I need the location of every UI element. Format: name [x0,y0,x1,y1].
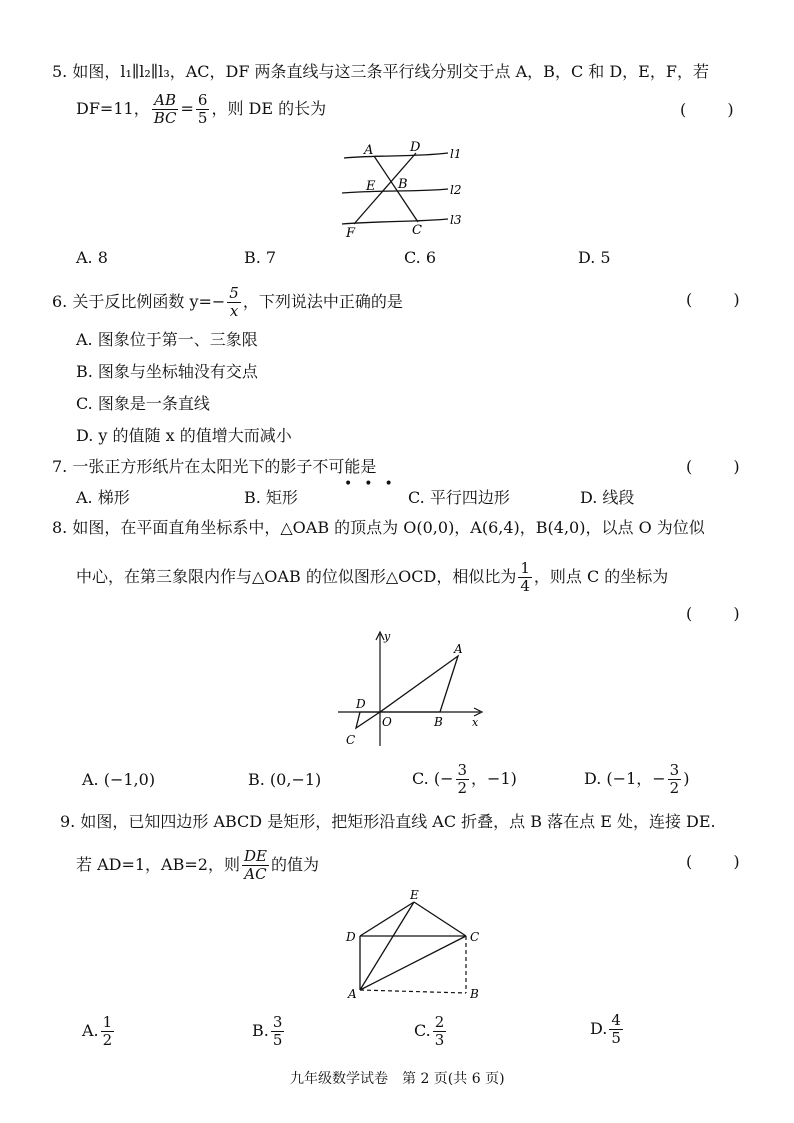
q9-option-a-num: 1 [102,1013,113,1031]
q5-stem-post: ，则 DE 的长为 [211,99,327,118]
q8-label-A: A [454,642,463,656]
q8-option-c[interactable] [412,762,517,797]
q9-option-c[interactable] [414,1014,448,1049]
q5-label-l1: l1 [450,147,462,161]
q6-stem-pre: 6. 关于反比例函数 y=− [52,292,226,311]
q8-figure [334,628,494,750]
q8-label-D: D [356,697,366,711]
q8-option-d-pre: D. (−1，− [584,769,666,788]
q5-figure [336,138,476,240]
q9-option-a-label: A. [82,1021,99,1040]
q5-value-den: 5 [197,109,208,127]
q8-option-c-post: ，−1) [471,769,517,788]
q8-option-c-den: 2 [457,779,468,797]
q5-eq: = [180,99,194,118]
q5-label-E: E [366,179,376,194]
q8-option-a[interactable]: A. (−1,0) [82,770,156,789]
page-footer: 九年级数学试卷 第 2 页(共 6 页) [290,1071,505,1087]
q9-option-b[interactable] [252,1014,286,1049]
q9-option-b-num: 3 [272,1013,283,1031]
q9-fraction [242,848,269,883]
q8-stem-pre: 中心，在第三象限内作与△OAB 的位似图形△OCD，相似比为 [76,567,517,586]
q5-label-l3: l3 [450,213,462,227]
q9-answer-paren: ( ) [686,852,758,871]
q8-ratio-fraction [518,560,532,595]
q5-label-D: D [410,140,421,155]
q8-label-x: x [472,716,479,729]
q8-stem-line1: 8. 如图，在平面直角坐标系中，△OAB 的顶点为 O(0,0)，A(6,4)，B(4,0)，以点 O 为位似 [52,518,705,537]
q9-option-c-num: 2 [434,1013,445,1031]
q9-label-A: A [348,987,357,1001]
q6-fraction [227,285,241,320]
q9-frac-den: AC [244,865,267,883]
q8-option-d-num: 3 [669,761,680,779]
q8-option-d-fraction [668,762,682,797]
q9-stem-pre: 若 AD=1，AB=2，则 [76,855,240,874]
q6-stem-post: ，下列说法中正确的是 [242,292,403,311]
q8-label-O: O [382,715,392,729]
q7-option-b[interactable]: B. 矩形 [244,488,298,507]
q9-option-c-fraction [433,1014,447,1049]
q9-option-b-den: 5 [272,1031,283,1049]
q6-option-d[interactable]: D. y 的值随 x 的值增大而减小 [76,426,292,445]
q8-option-c-fraction [456,762,470,797]
q5-label-B: B [398,177,408,192]
q6-answer-paren: ( ) [686,290,758,309]
q8-ratio-den: 4 [520,577,530,595]
q9-label-B: B [470,987,479,1001]
q5-value-num: 6 [197,91,208,109]
q9-option-b-label: B. [252,1021,269,1040]
q8-option-d-den: 2 [669,779,680,797]
q8-option-d-post: ) [683,769,690,788]
q9-option-d-fraction [609,1012,623,1047]
q9-label-E: E [410,888,419,902]
q9-option-a-den: 2 [102,1031,113,1049]
q9-figure [340,886,492,1006]
q5-label-F: F [346,226,356,240]
q5-ratio-fraction [152,92,179,127]
q7-answer-paren: ( ) [686,457,758,476]
q9-stem-line2 [76,848,319,883]
q5-stem-pre: DF=11， [76,99,150,118]
q5-label-A: A [364,143,374,158]
q9-option-c-den: 3 [434,1031,445,1049]
q5-option-c[interactable]: C. 6 [404,248,437,267]
q8-option-c-pre: C. (− [412,769,454,788]
q5-stem-line1: 5. 如图，l₁∥l₂∥l₃，AC，DF 两条直线与这三条平行线分别交于点 A，B，C 和 D，E，F，若 [52,62,709,81]
q6-frac-num: 5 [229,284,239,302]
q5-ratio-den: BC [153,109,177,127]
q8-label-y: y [384,630,391,643]
q5-value-fraction [196,92,210,127]
q5-label-C: C [412,223,422,238]
q6-option-a[interactable]: A. 图象位于第一、三象限 [76,330,258,349]
q5-option-d[interactable]: D. 5 [578,248,611,267]
q5-ratio-num: AB [152,92,179,110]
q6-frac-den: x [229,302,239,320]
q8-option-c-num: 3 [457,761,468,779]
q5-option-b[interactable]: B. 7 [244,248,277,267]
q8-answer-paren: ( ) [686,604,758,623]
q8-label-B: B [434,715,443,729]
q5-answer-paren: ( ) [680,100,752,119]
q9-option-a[interactable] [82,1014,116,1049]
q5-label-l2: l2 [450,183,462,197]
q8-label-C: C [346,733,356,747]
q5-option-a[interactable]: A. 8 [76,248,108,267]
q8-option-b[interactable]: B. (0,−1) [248,770,322,789]
q9-option-d-den: 5 [611,1029,621,1047]
q9-option-c-label: C. [414,1021,431,1040]
q7-option-c[interactable]: C. 平行四边形 [408,488,510,507]
q8-stem-line2 [76,560,668,595]
q6-option-b[interactable]: B. 图象与坐标轴没有交点 [76,362,258,381]
q9-option-b-fraction [271,1014,285,1049]
q9-label-D: D [346,930,356,944]
q7-option-a[interactable]: A. 梯形 [76,488,130,507]
q9-stem-post: 的值为 [270,855,319,874]
q7-stem: 7. 一张正方形纸片在太阳光下的影子不可能是 [52,457,377,476]
q9-option-a-fraction [101,1014,115,1049]
q7-emphasis-dots: ••• [344,476,405,492]
q9-label-C: C [470,930,480,944]
q9-option-d-label: D. [590,1019,608,1038]
q9-frac-num: DE [243,847,267,865]
q9-option-d-num: 4 [611,1011,621,1029]
q8-option-d[interactable] [584,762,689,797]
q8-ratio-num: 1 [520,559,530,577]
q8-stem-post: ，则点 C 的坐标为 [533,567,669,586]
q7-option-d[interactable]: D. 线段 [580,488,635,507]
q5-stem-line2 [76,92,326,127]
q6-stem [52,285,403,320]
q9-option-d[interactable] [590,1012,625,1047]
q6-option-c[interactable]: C. 图象是一条直线 [76,394,210,413]
q9-stem-line1: 9. 如图，已知四边形 ABCD 是矩形，把矩形沿直线 AC 折叠，点 B 落在点 E 处，连接 DE. [60,812,716,831]
